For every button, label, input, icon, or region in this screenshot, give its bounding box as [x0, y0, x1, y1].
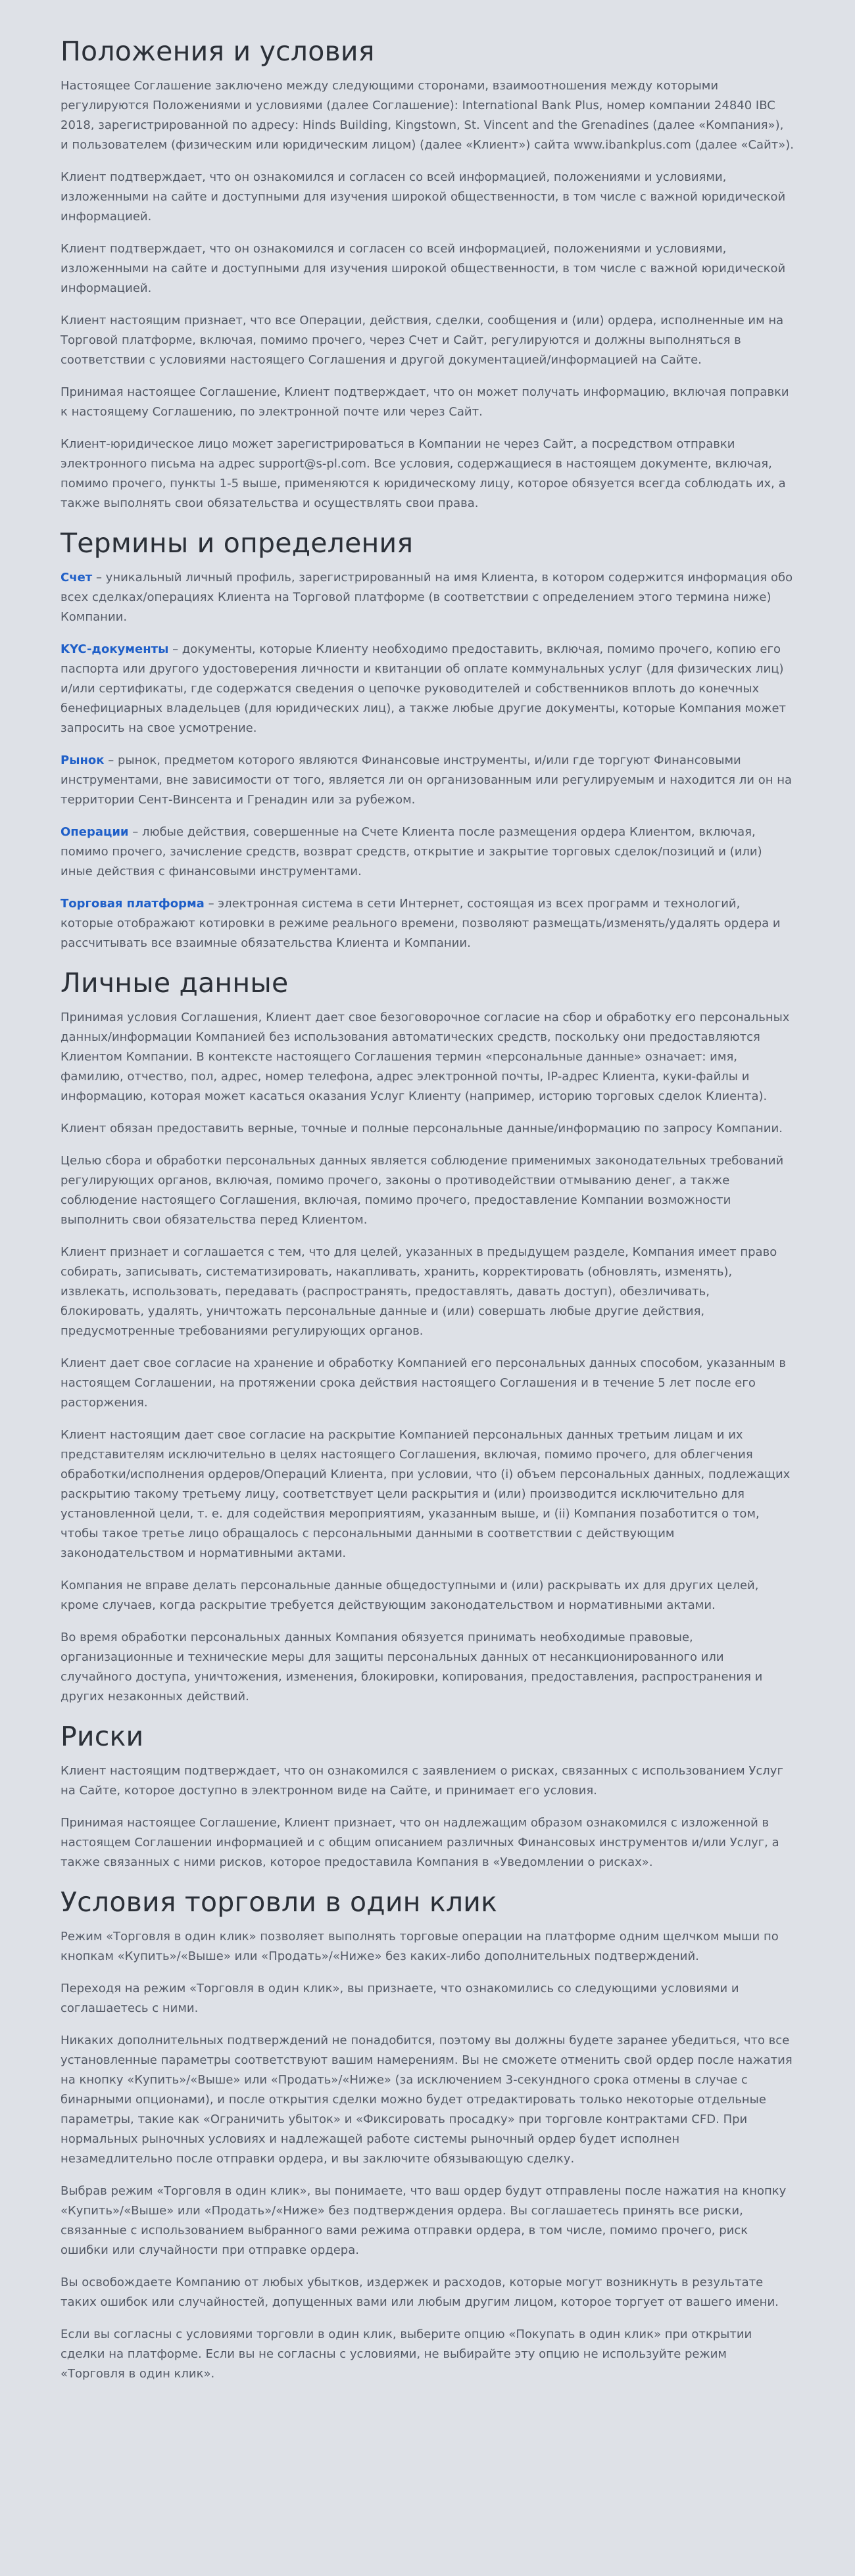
- definition-item: [61, 640, 794, 738]
- definition-item: [61, 894, 794, 953]
- definition-item: [61, 568, 794, 627]
- section-terms-and-conditions: [61, 34, 794, 513]
- paragraph: Компания не вправе делать персональные данные общедоступными и (или) раскрывать их для других целей, кроме случаев, когда раскрытие требуется действующим законодательством и нормативными актами.: [61, 1579, 759, 1612]
- section-risks: [61, 1719, 794, 1872]
- section-title: Термины и определения: [61, 527, 414, 559]
- section-title: Положения и условия: [61, 36, 375, 67]
- section-title: Условия торговли в один клик: [61, 1886, 498, 1918]
- paragraph: Выбрав режим «Торговля в один клик», вы понимаете, что ваш ордер будут отправлены после нажатия на кнопку «Купить»/«Выше» или «Продать»/«Ниже» без подтверждения ордера. Вы соглашаетесь принять все риски, связанные с использованием выбранного вами режима отправки ордера, в том числе, помимо прочего, риск ошибки или случайности при отправке ордера.: [61, 2184, 787, 2257]
- definition-text: – электронная система в сети Интернет, состоящая из всех программ и технологий, которые отображают котировки в режиме реального времени, позволяют размещать/изменять/удалять ордера и рассчитывать все взаимные обязательства Клиента и Компании.: [61, 897, 781, 950]
- definition-term: Счет: [61, 571, 93, 584]
- section-one-click-trading: [61, 1885, 794, 2384]
- paragraph: Принимая настоящее Соглашение, Клиент подтверждает, что он может получать информацию, включая поправки к настоящему Соглашению, по электронной почте или через Сайт.: [61, 385, 789, 419]
- definition-text: – рынок, предметом которого являются Финансовые инструменты, и/или где торгуют Финансовыми инструментами, вне зависимости от того, является ли он организованным или регулируемым и находится ли он на территории Сент-Винсента и Гренадин или за рубежом.: [61, 753, 793, 807]
- paragraph: Переходя на режим «Торговля в один клик», вы признаете, что ознакомились со следующими условиями и соглашаетесь с ними.: [61, 1982, 739, 2015]
- paragraph: Клиент настоящим подтверждает, что он ознакомился с заявлением о рисках, связанных с использованием Услуг на Сайте, которое доступно в электронном виде на Сайте, и принимает его условия.: [61, 1764, 783, 1798]
- paragraph: Настоящее Соглашение заключено между следующими сторонами, взаимоотношения между которыми регулируются Положениями и условиями (далее Соглашение): International Bank Plus, номер компании 24840 IBC 2018, зарегистрированной по адресу: Hinds Building, Kingstown, St. Vincent and the Grenadines (далее «Компания»), и пользователем (физическим или юридическим лицом) (далее «Клиент») сайта www.ibankplus.com (далее «Сайт»).: [61, 79, 794, 152]
- paragraph: Клиент подтверждает, что он ознакомился и согласен со всей информацией, положениями и условиями, изложенными на сайте и доступными для изучения широкой общественности, в том числе с важной юридической информацией.: [61, 170, 786, 224]
- paragraph: Клиент дает свое согласие на хранение и обработку Компанией его персональных данных способом, указанным в настоящем Соглашении, на протяжении срока действия настоящего Соглашения и в течение 5 лет после его расторжения.: [61, 1356, 786, 1410]
- section-title: Личные данные: [61, 967, 289, 999]
- paragraph: Целью сбора и обработки персональных данных является соблюдение применимых законодательных требований регулирующих органов, включая, помимо прочего, законы о противодействии отмыванию денег, а также соблюдение настоящего Соглашения, включая, помимо прочего, предоставление Компании возможности выполнить свои обязательства перед Клиентом.: [61, 1154, 784, 1227]
- definition-term: Рынок: [61, 753, 105, 767]
- definition-text: – документы, которые Клиенту необходимо предоставить, включая, помимо прочего, копию его паспорта или другого удостоверения личности и квитанции об оплате коммунальных услуг (для физических лиц) и/или сертификаты, где содержатся сведения о цепочке руководителей и собственников вплоть до конечных бенефициарных владельцев (для юридических лиц), а также любые другие документы, которые Компания может запросить на свое усмотрение.: [61, 642, 787, 735]
- definition-text: – уникальный личный профиль, зарегистрированный на имя Клиента, в котором содержится информация обо всех сделках/операциях Клиента на Торговой платформе (в соответствии с определением этого термина ниже) Компании.: [61, 571, 793, 624]
- paragraph: Клиент обязан предоставить верные, точные и полные персональные данные/информацию по запросу Компании.: [61, 1122, 783, 1135]
- paragraph: Клиент признает и соглашается с тем, что для целей, указанных в предыдущем разделе, Компания имеет право собирать, записывать, систематизировать, накапливать, хранить, корректировать (обновлять, изменять), извлекать, использовать, передавать (распространять, предоставлять, давать доступ), обезличивать, блокировать, удалять, уничтожать персональные данные и (или) совершать любые другие действия, предусмотренные требованиями регулирующих органов.: [61, 1245, 777, 1338]
- section-definitions: [61, 526, 794, 953]
- paragraph: Клиент подтверждает, что он ознакомился и согласен со всей информацией, положениями и условиями, изложенными на сайте и доступными для изучения широкой общественности, в том числе с важной юридической информацией.: [61, 242, 786, 295]
- paragraph: Никаких дополнительных подтверждений не понадобится, поэтому вы должны будете заранее убедиться, что все установленные параметры соответствуют вашим намерениям. Вы не сможете отменить свой ордер после нажатия на кнопку «Купить»/«Выше» или «Продать»/«Ниже» (за исключением 3-секундного срока отмены в случае с бинарными опционами), и после открытия сделки можно будет отредактировать только некоторые отдельные параметры, такие как «Ограничить убыток» и «Фиксировать просадку» при торговле контрактами CFD. При нормальных рыночных условиях и надлежащей работе системы рыночный ордер будет исполнен незамедлительно после отправки ордера, и вы заключите обязывающую сделку.: [61, 2034, 793, 2166]
- definition-term: KYC-документы: [61, 642, 169, 656]
- definition-item: [61, 751, 794, 810]
- section-title: Риски: [61, 1721, 144, 1752]
- section-personal-data: [61, 966, 794, 1707]
- paragraph: Во время обработки персональных данных Компания обязуется принимать необходимые правовые, организационные и технические меры для защиты персональных данных от несанкционированного или случайного доступа, уничтожения, изменения, блокировки, копирования, предоставления, распространения и других незаконных действий.: [61, 1631, 763, 1704]
- definition-item: [61, 823, 794, 882]
- paragraph: Клиент-юридическое лицо может зарегистрироваться в Компании не через Сайт, а посредством отправки электронного письма на адрес support@s-pl.com. Все условия, содержащиеся в настоящем документе, включая, помимо прочего, пункты 1-5 выше, применяются к юридическому лицу, которое обязуется всегда соблюдать их, а также выполнять свои обязательства и осуществлять свои права.: [61, 437, 786, 510]
- paragraph: Если вы согласны с условиями торговли в один клик, выберите опцию «Покупать в один клик» при открытии сделки на платформе. Если вы не согласны с условиями, не выбирайте эту опцию не используйте режим «Торговля в один клик».: [61, 2327, 752, 2381]
- definition-term: Торговая платформа: [61, 897, 205, 911]
- paragraph: Режим «Торговля в один клик» позволяет выполнять торговые операции на платформе одним щелчком мыши по кнопкам «Купить»/«Выше» или «Продать»/«Ниже» без каких-либо дополнительных подтверждений.: [61, 1930, 779, 1963]
- paragraph: Клиент настоящим дает свое согласие на раскрытие Компанией персональных данных третьим лицам и их представителям исключительно в целях настоящего Соглашения, включая, помимо прочего, для облегчения обработки/исполнения ордеров/Операций Клиента, при условии, что (i) объем персональных данных, подлежащих раскрытию такому третьему лицу, соответствует цели раскрытия и (или) производится исключительно для установленной цели, т. е. для содействия мероприятиям, указанным выше, и (ii) Компания позаботится о том, чтобы такое третье лицо обращалось с персональными данными в соответствии с действующим законодательством и нормативными актами.: [61, 1428, 791, 1560]
- paragraph: Клиент настоящим признает, что все Операции, действия, сделки, сообщения и (или) ордера, исполненные им на Торговой платформе, включая, помимо прочего, через Счет и Сайт, регулируются и должны выполняться в соответствии с условиями настоящего Соглашения и другой документацией/информацией на Сайте.: [61, 314, 784, 367]
- paragraph: Принимая настоящее Соглашение, Клиент признает, что он надлежащим образом ознакомился с изложенной в настоящем Соглашении информацией и с общим описанием различных Финансовых инструментов и/или Услуг, а также связанных с ними рисков, которое предоставила Компания в «Уведомлении о рисках».: [61, 1816, 779, 1869]
- definition-text: – любые действия, совершенные на Счете Клиента после размещения ордера Клиентом, включая, помимо прочего, зачисление средств, возврат средств, открытие и закрытие торговых сделок/позиций и (или) иные действия с финансовыми инструментами.: [61, 825, 762, 878]
- paragraph: Вы освобождаете Компанию от любых убытков, издержек и расходов, которые могут возникнуть в результате таких ошибок или случайностей, допущенных вами или любым другим лицом, которое торгует от вашего имени.: [61, 2276, 779, 2309]
- definition-term: Операции: [61, 825, 129, 839]
- paragraph: Принимая условия Соглашения, Клиент дает свое безоговорочное согласие на сбор и обработку его персональных данных/информации Компанией без использования автоматических средств, поскольку они предоставляются Клиентом Компании. В контексте настоящего Соглашения термин «персональные данные» означает: имя, фамилию, отчество, пол, адрес, номер телефона, адрес электронной почты, IP-адрес Клиента, куки-файлы и информацию, которая может касаться оказания Услуг Клиенту (например, историю торговых сделок Клиента).: [61, 1011, 790, 1103]
